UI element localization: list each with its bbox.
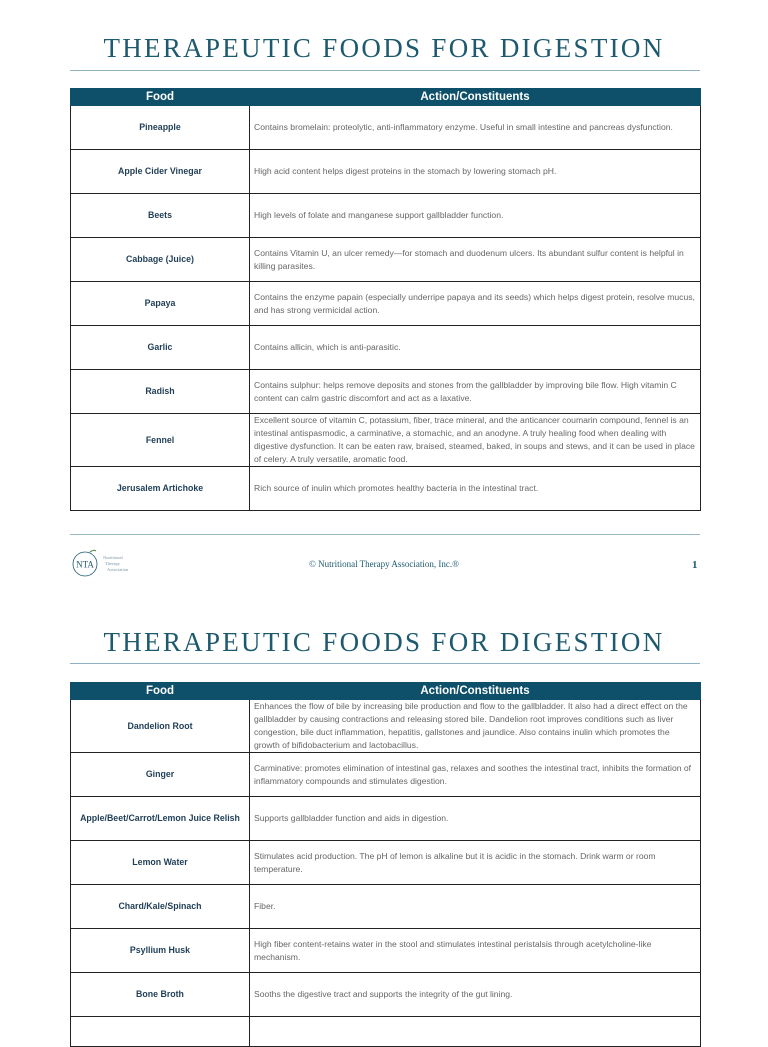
table-row: [71, 238, 701, 282]
table-row: [71, 326, 701, 370]
food-cell: Psyllium Husk: [71, 929, 250, 973]
footer-divider: [70, 534, 700, 535]
column-header-food: Food: [71, 89, 250, 106]
table-header-row: [71, 683, 701, 700]
action-cell: Rich source of inulin which promotes healthy bacteria in the intestinal tract.: [250, 467, 701, 511]
action-cell: Contains sulphur: helps remove deposits and stones from the gallbladder by improving bile flow. High vitamin C content can calm gastric discomfort and act as a laxative.: [250, 370, 701, 414]
page-title: THERAPEUTIC FOODS FOR DIGESTION: [103, 627, 665, 657]
svg-text:NTA: NTA: [76, 559, 94, 570]
action-cell: High levels of folate and manganese support gallbladder function.: [250, 194, 701, 238]
table-row: [71, 885, 701, 929]
foods-table: [70, 682, 701, 1047]
food-cell: Chard/Kale/Spinach: [71, 885, 250, 929]
action-cell: Excellent source of vitamin C, potassium, fiber, trace mineral, and the anticancer coumarin compound, fennel is an intestinal antispasmodic, a carminative, a stomachic, and an anodyne. A truly healing food when dealing with digestive dysfunction. It can be eaten raw, braised, steamed, baked, in soups and stews, and it can be used in place of celery. A truly versatile, aromatic food.: [250, 414, 701, 467]
food-cell: Radish: [71, 370, 250, 414]
action-cell: High fiber content-retains water in the stool and stimulates intestinal peristalsis through acetylcholine-like mechanism.: [250, 929, 701, 973]
column-header-action: Action/Constituents: [250, 89, 701, 106]
action-cell: Contains the enzyme papain (especially underripe papaya and its seeds) which helps digest protein, resolve mucus, and has strong vermicidal action.: [250, 282, 701, 326]
table-row: [71, 106, 701, 150]
action-cell: Fiber.: [250, 885, 701, 929]
table-header-row: [71, 89, 701, 106]
table-row: [71, 841, 701, 885]
svg-text:Association: Association: [107, 567, 129, 572]
table-row: [71, 150, 701, 194]
title-divider: [70, 70, 700, 71]
table-row: [71, 370, 701, 414]
food-cell: Pineapple: [71, 106, 250, 150]
action-cell: Stimulates acid production. The pH of lemon is alkaline but it is acidic in the stomach. Drink warm or room temperature.: [250, 841, 701, 885]
table-row: [71, 1017, 701, 1047]
action-cell: High acid content helps digest proteins in the stomach by lowering stomach pH.: [250, 150, 701, 194]
food-cell: Apple Cider Vinegar: [71, 150, 250, 194]
page-title: THERAPEUTIC FOODS FOR DIGESTION: [103, 33, 665, 63]
action-cell: Enhances the flow of bile by increasing bile production and flow to the gallbladder. It also had a direct effect on the gallbladder by causing contractions and releasing stored bile. Dandelion root improves conditions such as liver congestion, bile duct inflammation, hepatitis, gallstones and jaundice. Also contains inulin which promotes the growth of bifidobacterium and lactobacillus.: [250, 700, 701, 753]
action-cell: Supports gallbladder function and aids in digestion.: [250, 797, 701, 841]
table-row: [71, 467, 701, 511]
title-divider: [70, 663, 700, 664]
table-row: [71, 194, 701, 238]
page-number: 1: [692, 559, 698, 571]
food-cell: [71, 1017, 250, 1047]
food-cell: Jerusalem Artichoke: [71, 467, 250, 511]
copyright-text: © Nutritional Therapy Association, Inc.®: [309, 559, 459, 569]
food-cell: Beets: [71, 194, 250, 238]
column-header-action: Action/Constituents: [250, 683, 701, 700]
action-cell: Contains allicin, which is anti-parasitic.: [250, 326, 701, 370]
food-cell: Papaya: [71, 282, 250, 326]
foods-table: [70, 88, 701, 511]
food-cell: Lemon Water: [71, 841, 250, 885]
food-cell: Apple/Beet/Carrot/Lemon Juice Relish: [71, 797, 250, 841]
table-row: [71, 797, 701, 841]
food-cell: Fennel: [71, 414, 250, 467]
food-cell: Bone Broth: [71, 973, 250, 1017]
table-row: [71, 973, 701, 1017]
column-header-food: Food: [71, 683, 250, 700]
table-row: [71, 700, 701, 753]
food-cell: Cabbage (Juice): [71, 238, 250, 282]
action-cell: Sooths the digestive tract and supports the integrity of the gut lining.: [250, 973, 701, 1017]
action-cell: [250, 1017, 701, 1047]
food-cell: Ginger: [71, 753, 250, 797]
food-cell: Dandelion Root: [71, 700, 250, 753]
action-cell: Contains Vitamin U, an ulcer remedy—for stomach and duodenum ulcers. Its abundant sulfur content is helpful in killing parasites.: [250, 238, 701, 282]
food-cell: Garlic: [71, 326, 250, 370]
table-row: [71, 929, 701, 973]
action-cell: Contains bromelain: proteolytic, anti-inflammatory enzyme. Useful in small intestine and pancreas dysfunction.: [250, 106, 701, 150]
action-cell: Carminative: promotes elimination of intestinal gas, relaxes and soothes the intestinal tract, inhibits the formation of inflammatory compounds and stimulates digestion.: [250, 753, 701, 797]
svg-text:Nutritional: Nutritional: [103, 555, 123, 560]
table-row: [71, 282, 701, 326]
table-row: [71, 753, 701, 797]
table-row: [71, 414, 701, 467]
svg-text:Therapy: Therapy: [105, 561, 120, 566]
